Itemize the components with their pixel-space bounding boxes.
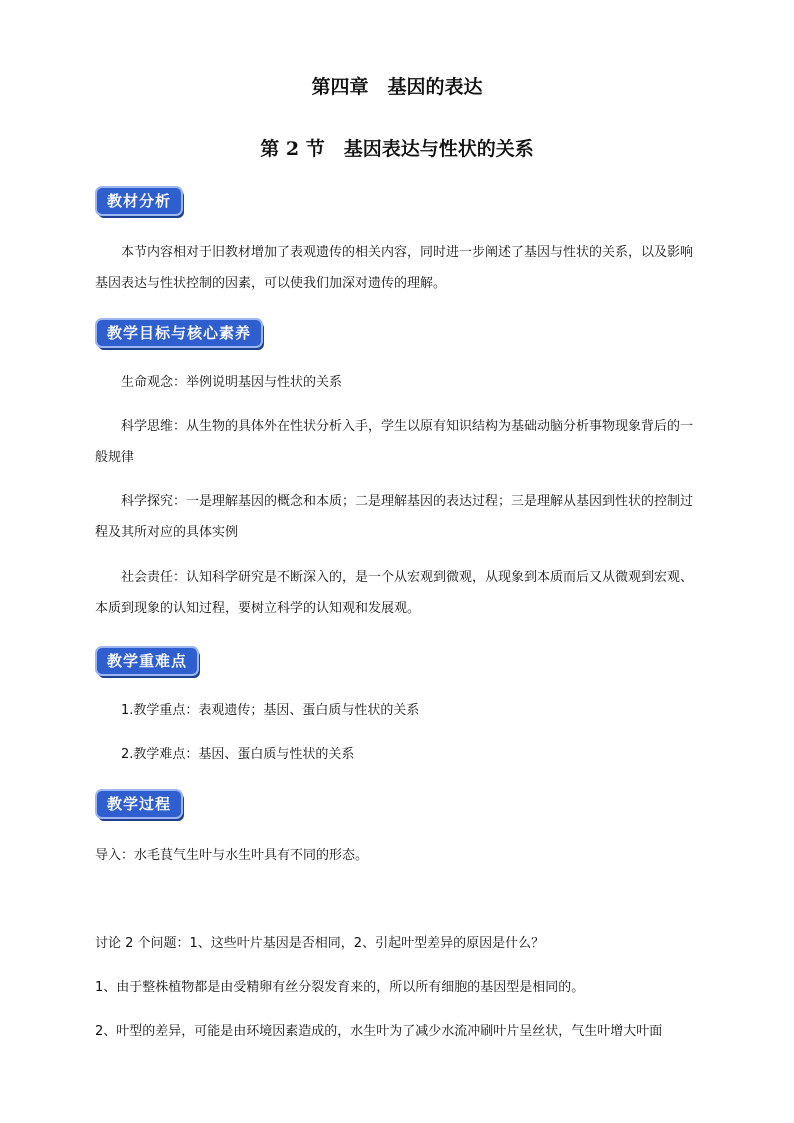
goal-scientific-thinking: 科学思维：从生物的具体外在性状分析入手，学生以原有知识结构为基础动脑分析事物现象背后的一般规律 bbox=[95, 419, 694, 465]
badge-teaching-goals: 教学目标与核心素养 bbox=[97, 320, 261, 346]
badge-textbook-analysis: 教材分析 bbox=[97, 188, 181, 214]
section-title: 第 2 节 基因表达与性状的关系 bbox=[260, 138, 534, 160]
process-answer-1: 1、由于整株植物都是由受精卵有丝分裂发育来的，所以所有细胞的基因型是相同的。 bbox=[95, 980, 585, 995]
analysis-paragraph: 本节内容相对于旧教材增加了表观遗传的相关内容，同时进一步阐述了基因与性状的关系，以及影响基因表达与性状控制的因素，可以使我们加深对遗传的理解。 bbox=[95, 245, 694, 291]
goal-scientific-inquiry: 科学探究：一是理解基因的概念和本质；二是理解基因的表达过程；三是理解从基因到性状的控制过程及其所对应的具体实例 bbox=[95, 494, 694, 540]
goal-social-responsibility: 社会责任：认知科学研究是不断深入的，是一个从宏观到微观，从现象到本质而后又从微观到宏观、本质到现象的认知过程，要树立科学的认知观和发展观。 bbox=[95, 570, 694, 616]
goal-life-concept: 生命观念：举例说明基因与性状的关系 bbox=[121, 375, 343, 390]
badge-teaching-process: 教学过程 bbox=[97, 791, 181, 817]
difficult-point: 2.教学难点：基因、蛋白质与性状的关系 bbox=[121, 747, 355, 762]
chapter-title: 第四章 基因的表达 bbox=[311, 76, 483, 98]
process-intro: 导入：水毛茛气生叶与水生叶具有不同的形态。 bbox=[95, 848, 369, 863]
process-answer-2: 2、叶型的差异，可能是由环境因素造成的，水生叶为了减少水流冲刷叶片呈丝状，气生叶增大叶面 bbox=[95, 1024, 663, 1039]
process-discussion: 讨论 2 个问题：1、这些叶片基因是否相同，2、引起叶型差异的原因是什么？ bbox=[95, 936, 545, 951]
badge-key-difficult-points: 教学重难点 bbox=[97, 648, 197, 674]
key-point: 1.教学重点：表观遗传；基因、蛋白质与性状的关系 bbox=[121, 703, 420, 718]
